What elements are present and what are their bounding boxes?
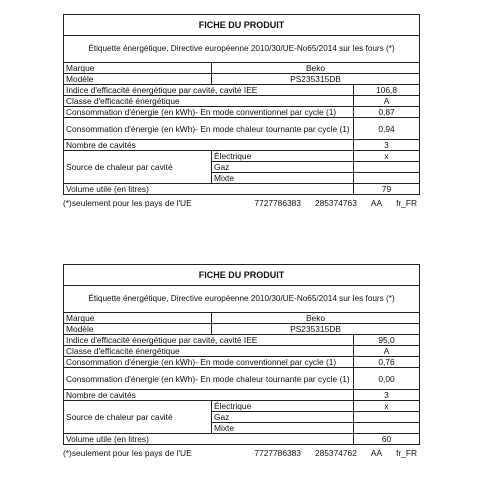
cavities-value: 3 (354, 140, 420, 151)
model-value: PS235315DB (212, 74, 420, 85)
fan-consumption-label: Consommation d'énergie (en kWh)- En mode chaleur tournante par cycle (1) (64, 368, 354, 390)
heat-source-label: Source de chaleur par cavité (64, 151, 212, 184)
heat-electric-label: Électrique (212, 401, 354, 412)
fan-consumption-value: 0,94 (354, 118, 420, 140)
reference-codes (254, 198, 417, 208)
heat-source-label: Source de chaleur par cavité (64, 401, 212, 434)
reference-codes (254, 448, 417, 458)
model-label: Modèle (64, 324, 212, 335)
eei-label: Indice d'efficacité énergétique par cavité, cavité IEE (64, 335, 354, 346)
ref-code-1: 7727786383 (254, 198, 301, 208)
ref-code-2: 285374762 (314, 448, 357, 458)
product-sheet-2 (63, 264, 419, 458)
brand-value: Beko (212, 313, 420, 324)
product-sheet-1 (63, 14, 419, 208)
brand-value: Beko (212, 63, 420, 74)
heat-gas-value (354, 162, 420, 173)
sheet-footer (63, 195, 419, 208)
product-table (63, 14, 420, 195)
sheet-footer (63, 445, 419, 458)
volume-value: 79 (354, 184, 420, 195)
language-code: fr_FR (396, 198, 417, 208)
cavities-label: Nombre de cavités (64, 140, 354, 151)
volume-value: 60 (354, 434, 420, 445)
ref-code-1: 7727786383 (254, 448, 301, 458)
heat-mixed-value (354, 423, 420, 434)
sheet-title: FICHE DU PRODUIT (64, 265, 420, 286)
sheet-subtitle: Étiquette énergétique, Directive européenne 2010/30/UE-No65/2014 sur les fours (*) (64, 286, 420, 313)
heat-gas-label: Gaz (212, 412, 354, 423)
heat-mixed-label: Mixte (212, 173, 354, 184)
conv-consumption-label: Consommation d'énergie (en kWh)- En mode conventionnel par cycle (1) (64, 107, 354, 118)
ref-code-3: AA (370, 198, 383, 208)
heat-electric-value: x (354, 151, 420, 162)
sheet-subtitle: Étiquette énergétique, Directive européenne 2010/30/UE-No65/2014 sur les fours (*) (64, 36, 420, 63)
product-table (63, 264, 420, 445)
model-value: PS235315DB (212, 324, 420, 335)
class-value: A (354, 346, 420, 357)
eei-label: Indice d'efficacité énergétique par cavité, cavité IEE (64, 85, 354, 96)
heat-gas-value (354, 412, 420, 423)
volume-label: Volume utile (en litres) (64, 184, 354, 195)
ref-code-2: 285374763 (314, 198, 357, 208)
conv-consumption-value: 0,76 (354, 357, 420, 368)
heat-electric-value: x (354, 401, 420, 412)
heat-electric-label: Électrique (212, 151, 354, 162)
heat-mixed-label: Mixte (212, 423, 354, 434)
language-code: fr_FR (396, 448, 417, 458)
eu-note: (*)seulement pour les pays de l'UE (63, 198, 192, 208)
brand-label: Marque (64, 313, 212, 324)
heat-mixed-value (354, 173, 420, 184)
class-label: Classe d'efficacité énergétique (64, 96, 354, 107)
class-label: Classe d'efficacité énergétique (64, 346, 354, 357)
heat-gas-label: Gaz (212, 162, 354, 173)
sheet-title: FICHE DU PRODUIT (64, 15, 420, 36)
volume-label: Volume utile (en litres) (64, 434, 354, 445)
fan-consumption-value: 0,00 (354, 368, 420, 390)
fan-consumption-label: Consommation d'énergie (en kWh)- En mode chaleur tournante par cycle (1) (64, 118, 354, 140)
eu-note: (*)seulement pour les pays de l'UE (63, 448, 192, 458)
class-value: A (354, 96, 420, 107)
brand-label: Marque (64, 63, 212, 74)
conv-consumption-value: 0,87 (354, 107, 420, 118)
ref-code-3: AA (370, 448, 383, 458)
eei-value: 106,8 (354, 85, 420, 96)
conv-consumption-label: Consommation d'énergie (en kWh)- En mode conventionnel par cycle (1) (64, 357, 354, 368)
model-label: Modèle (64, 74, 212, 85)
eei-value: 95,0 (354, 335, 420, 346)
cavities-value: 3 (354, 390, 420, 401)
cavities-label: Nombre de cavités (64, 390, 354, 401)
